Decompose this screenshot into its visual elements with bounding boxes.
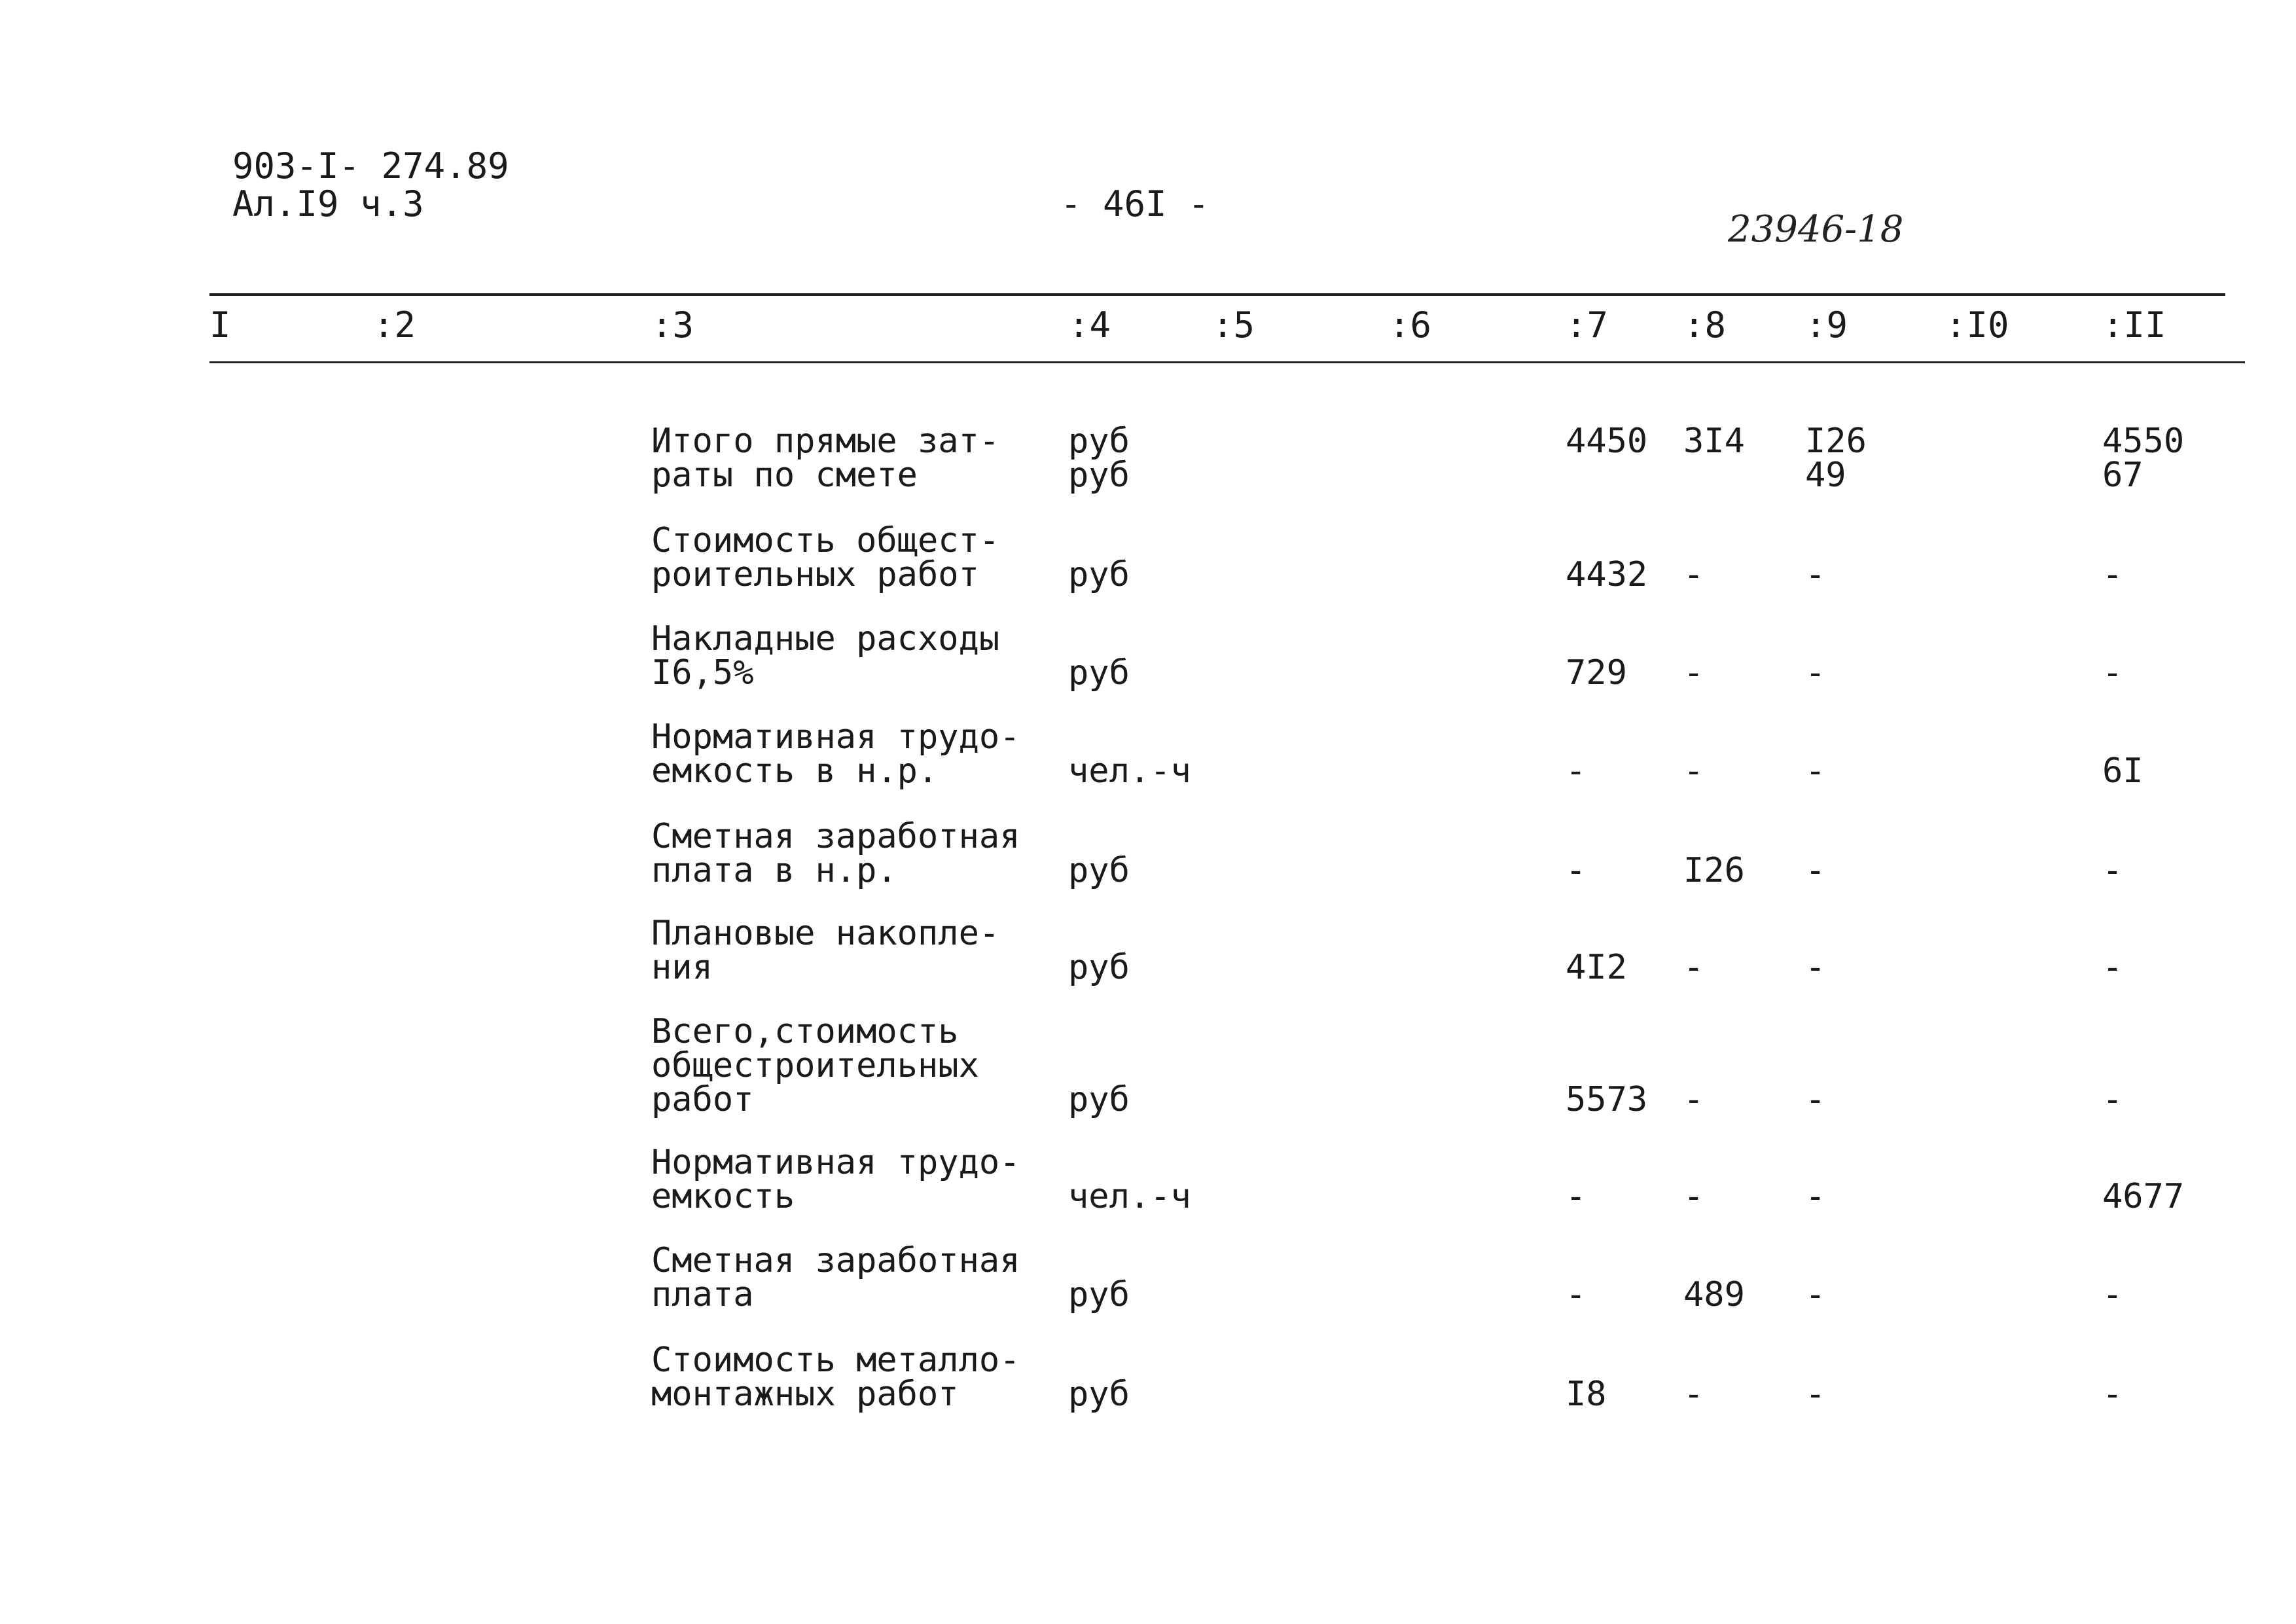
row-value-col8: - xyxy=(1683,1375,1704,1414)
row-value-col11: 6I xyxy=(2102,751,2144,791)
document-code-line2: Ал.I9 ч.3 xyxy=(232,183,424,225)
row-value-col7: 729 xyxy=(1566,653,1627,693)
row-value-col11: - xyxy=(2102,851,2123,890)
document-code-line1: 903-I- 274.89 xyxy=(232,145,509,187)
row-value-col8: I26 xyxy=(1683,851,1745,890)
column-header-10: :I0 xyxy=(1945,304,2009,346)
column-header-4: :4 xyxy=(1068,304,1111,346)
row-value-col11: - xyxy=(2102,1375,2123,1414)
row-value-col11: - xyxy=(2102,948,2123,987)
row-description: Сметная заработная плата в н.р. xyxy=(651,817,1020,890)
row-value-col8: - xyxy=(1683,1177,1704,1216)
row-value-col9: - xyxy=(1805,1080,1826,1119)
row-unit: руб xyxy=(1068,948,1130,987)
row-value-col11: 4677 xyxy=(2102,1177,2185,1216)
row-value-col8: - xyxy=(1683,653,1704,693)
row-value-col7: - xyxy=(1566,751,1587,791)
page-number: - 46I - xyxy=(1060,183,1210,225)
row-value-col8: - xyxy=(1683,948,1704,987)
row-value-col9: - xyxy=(1805,1177,1826,1216)
row-description: Стоимость общест- роительных работ xyxy=(651,521,1000,594)
row-value-col11: - xyxy=(2102,1275,2123,1314)
row-description: Сметная заработная плата xyxy=(651,1241,1020,1314)
column-header-9: :9 xyxy=(1805,304,1848,346)
row-value-col9: I26 49 xyxy=(1805,422,1867,495)
row-value-col7: - xyxy=(1566,851,1587,890)
row-description: Всего,стоимость общестроительных работ xyxy=(651,1012,979,1119)
row-unit: руб xyxy=(1068,851,1130,890)
row-value-col9: - xyxy=(1805,1375,1826,1414)
row-description: Плановые накопле- ния xyxy=(651,914,1000,987)
row-unit: руб xyxy=(1068,1080,1130,1119)
table-header-rule xyxy=(209,361,2245,363)
row-value-col7: - xyxy=(1566,1275,1587,1314)
column-header-1: I xyxy=(209,304,231,346)
row-value-col9: - xyxy=(1805,948,1826,987)
row-value-col11: - xyxy=(2102,1080,2123,1119)
handwritten-number: 23946-18 xyxy=(1728,208,1904,251)
row-value-col7: I8 xyxy=(1566,1375,1607,1414)
row-value-col8: 3I4 xyxy=(1683,422,1745,461)
row-value-col8: 489 xyxy=(1683,1275,1745,1314)
row-value-col9: - xyxy=(1805,851,1826,890)
row-unit: руб руб xyxy=(1068,422,1130,495)
row-value-col11: - xyxy=(2102,653,2123,693)
row-value-col7: 5573 xyxy=(1566,1080,1648,1119)
row-unit: руб xyxy=(1068,1275,1130,1314)
row-unit: руб xyxy=(1068,653,1130,693)
row-value-col7: - xyxy=(1566,1177,1587,1216)
column-header-3: :3 xyxy=(651,304,694,346)
row-value-col7: 4432 xyxy=(1566,555,1648,594)
column-header-6: :6 xyxy=(1389,304,1432,346)
row-value-col7: 4I2 xyxy=(1566,948,1627,987)
row-value-col7: 4450 xyxy=(1566,422,1648,461)
column-header-11: :II xyxy=(2102,304,2166,346)
row-value-col11: - xyxy=(2102,555,2123,594)
row-unit: чел.-ч xyxy=(1068,751,1191,791)
row-description: Итого прямые зат- раты по смете xyxy=(651,422,1000,495)
row-value-col11: 4550 67 xyxy=(2102,422,2185,495)
row-description: Накладные расходы I6,5% xyxy=(651,619,1000,693)
row-value-col8: - xyxy=(1683,751,1704,791)
row-value-col9: - xyxy=(1805,653,1826,693)
row-value-col9: - xyxy=(1805,555,1826,594)
row-value-col9: - xyxy=(1805,1275,1826,1314)
row-value-col8: - xyxy=(1683,1080,1704,1119)
document-code xyxy=(232,147,509,223)
row-unit: руб xyxy=(1068,1375,1130,1414)
row-description: Нормативная трудо- емкость в н.р. xyxy=(651,717,1020,791)
row-value-col9: - xyxy=(1805,751,1826,791)
row-unit: руб xyxy=(1068,555,1130,594)
column-header-2: :2 xyxy=(373,304,416,346)
table-top-rule xyxy=(209,293,2225,296)
column-header-5: :5 xyxy=(1212,304,1255,346)
row-description: Стоимость металло- монтажных работ xyxy=(651,1341,1020,1414)
row-value-col8: - xyxy=(1683,555,1704,594)
row-description: Нормативная трудо- емкость xyxy=(651,1143,1020,1216)
row-unit: чел.-ч xyxy=(1068,1177,1191,1216)
column-header-7: :7 xyxy=(1566,304,1609,346)
column-header-8: :8 xyxy=(1683,304,1727,346)
